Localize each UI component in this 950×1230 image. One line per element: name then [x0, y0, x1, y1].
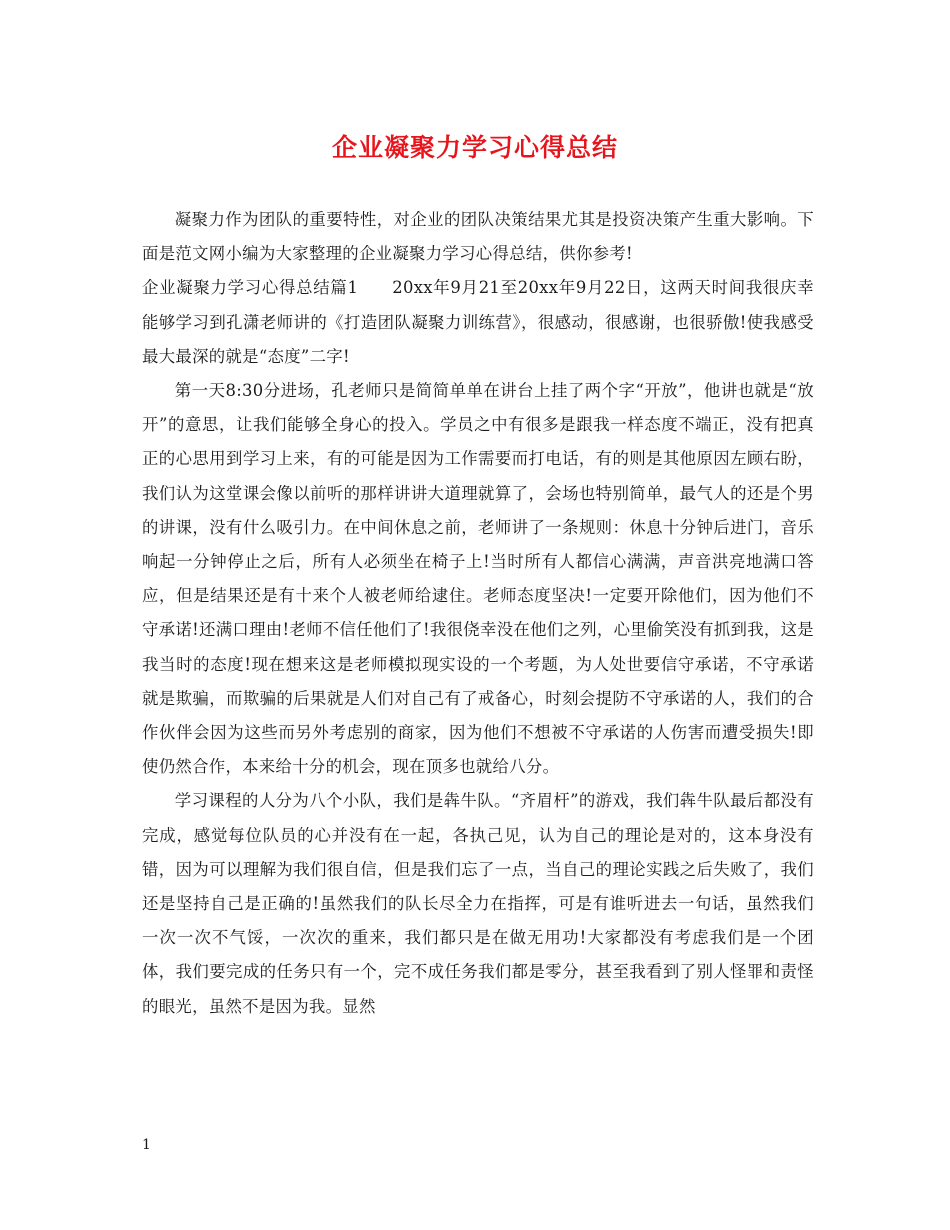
section-lead: 20xx年9月21至20xx年9月22日，这两天时间我很庆幸能够学习到孔潇老师讲的《打造团队凝聚力训练营》，很感动，很感谢，也很骄傲!使我感受最大最深的就是“态度”二字!: [142, 278, 814, 366]
intro-paragraph: 凝聚力作为团队的重要特性，对企业的团队决策结果尤其是投资决策产生重大影响。下面是范文网小编为大家整理的企业凝聚力学习心得总结，供你参考!: [142, 210, 814, 264]
document-title: 企业凝聚力学习心得总结: [331, 133, 618, 162]
page-number: 1: [142, 1137, 151, 1153]
document-body: [142, 203, 814, 1024]
section-paragraph: [142, 271, 814, 374]
body-paragraph-2: 学习课程的人分为八个小队，我们是犇牛队。“齐眉杆”的游戏，我们犇牛队最后都没有完成，感觉每位队员的心并没有在一起，各执己见，认为自己的理论是对的，这本身没有错，因为可以理解为我们很自信，但是我们忘了一点，当自己的理论实践之后失败了，我们还是坚持自己是正确的!虽然我们的队长尽全力在指挥，可是有谁听进去一句话，虽然我们一次一次不气馁，一次次的重来，我们都只是在做无用功!大家都没有考虑我们是一个团体，我们要完成的任务只有一个，完不成任务我们都是零分，甚至我看到了别人怪罪和责怪的眼光，虽然不是因为我。显然: [142, 791, 814, 1016]
section-heading: 企业凝聚力学习心得总结篇1: [142, 278, 359, 298]
body-paragraph-1: 第一天8:30分进场，孔老师只是简简单单在讲台上挂了两个字“开放”，他讲也就是“放开”的意思，让我们能够全身心的投入。学员之中有很多是跟我一样态度不端正，没有把真正的心思用到学习上来，有的可能是因为工作需要而打电话，有的则是其他原因左顾右盼，我们认为这堂课会像以前听的那样讲讲大道理就算了，会场也特别简单，最气人的还是个男的讲课，没有什么吸引力。在中间休息之前，老师讲了一条规则：休息十分钟后进门，音乐响起一分钟停止之后，所有人必须坐在椅子上!当时所有人都信心满满，声音洪亮地满口答应，但是结果还是有十来个人被老师给逮住。老师态度坚决!一定要开除他们，因为他们不守承诺!还满口理由!老师不信任他们了!我很侥幸没在他们之列，心里偷笑没有抓到我，这是我当时的态度!现在想来这是老师模拟现实设的一个考题，为人处世要信守承诺，不守承诺就是欺骗，而欺骗的后果就是人们对自己有了戒备心，时刻会提防不守承诺的人，我们的合作伙伴会因为这些而另外考虑别的商家，因为他们不想被不守承诺的人伤害而遭受损失!即使仍然合作，本来给十分的机会，现在顶多也就给八分。: [142, 381, 814, 777]
